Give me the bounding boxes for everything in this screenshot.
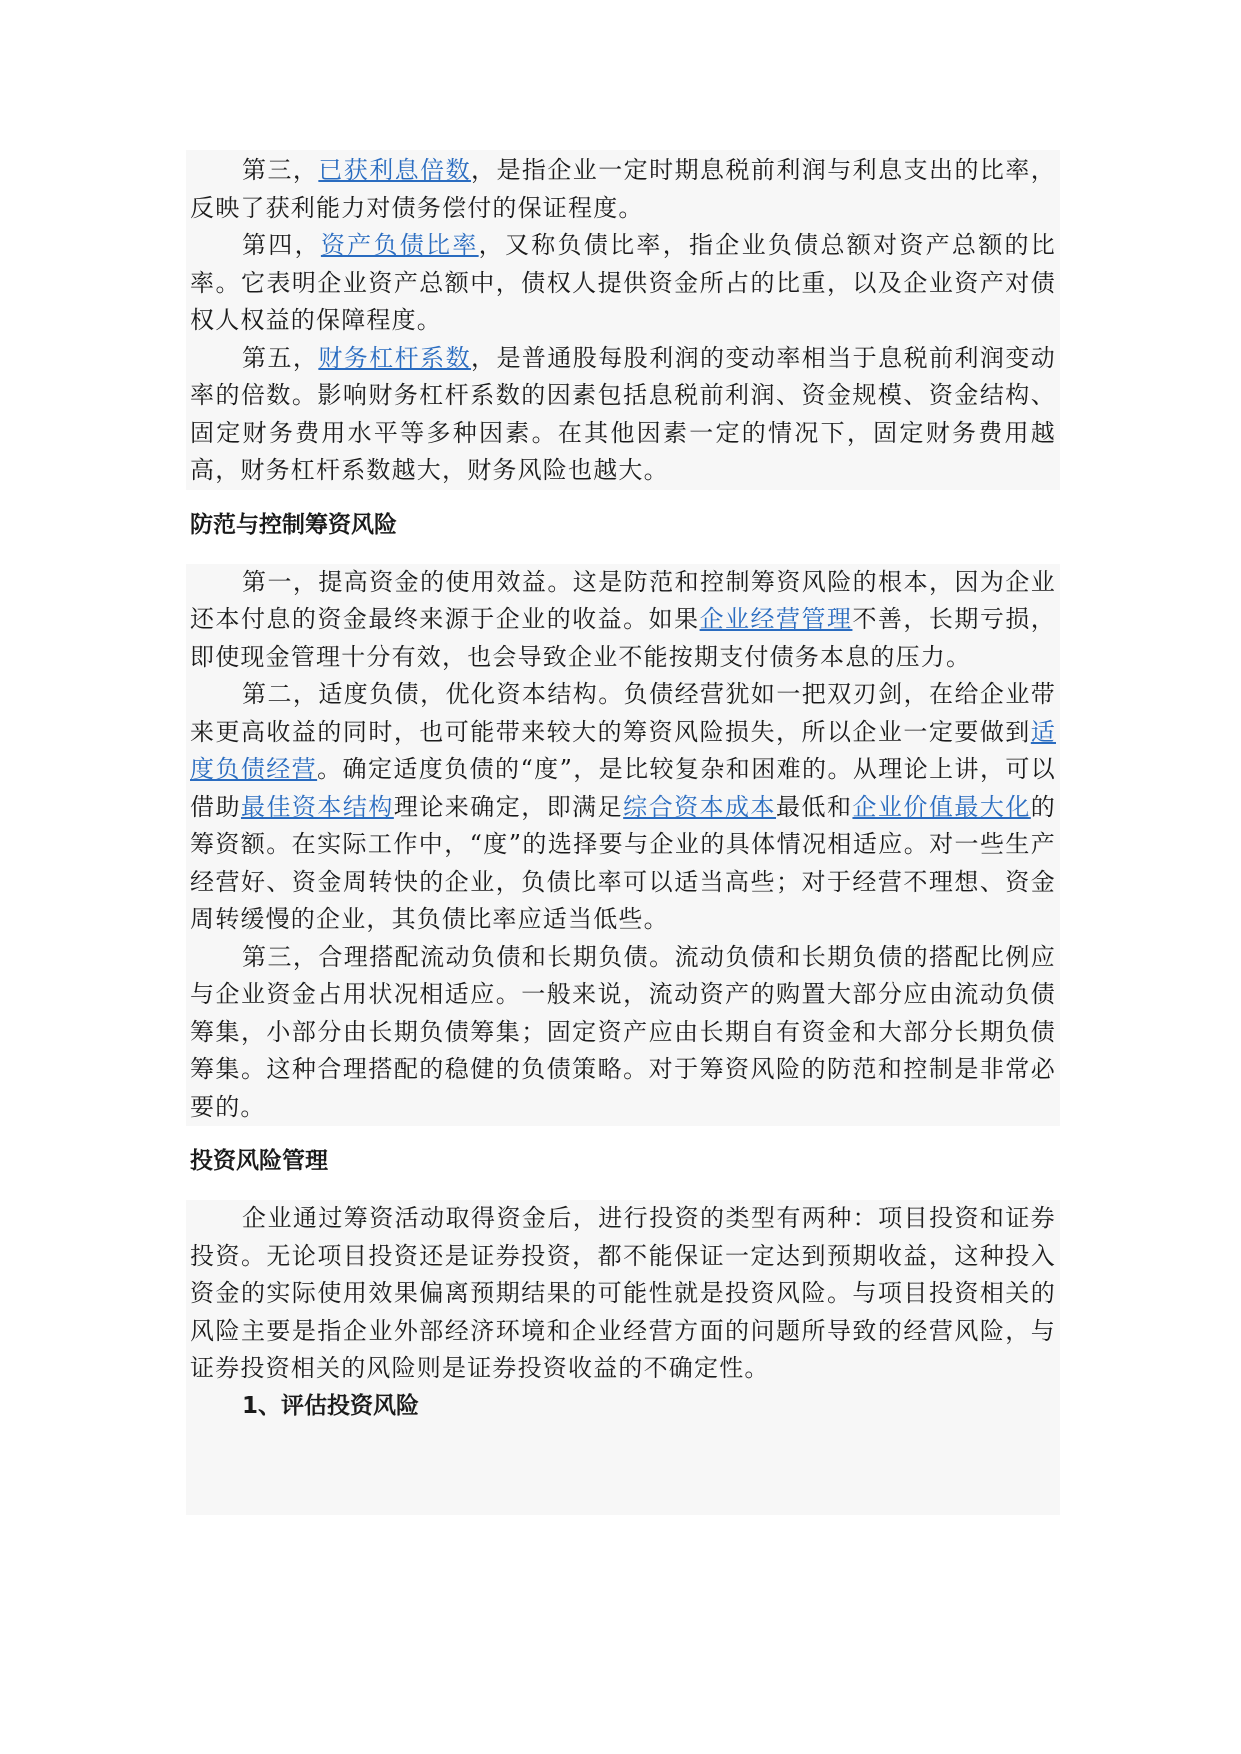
link-financial-leverage[interactable]: 财务杠杆系数 bbox=[318, 343, 472, 372]
paragraph-investment-types: 企业通过筹资活动取得资金后，进行投资的类型有两种：项目投资和证券投资。无论项目投资还是证券投资，都不能保证一定达到预期收益，这种投入资金的实际使用效果偏离预期结果的可能性就是投资风险。与项目投资相关的风险主要是指企业外部经济环境和企业经营方面的问题所导致的经营风险，与证券投资相关的风险则是证券投资收益的不确定性。 bbox=[190, 1204, 1056, 1382]
paragraph-text: ，是普通股每股利润的变动率相当于息税前利润变动率的倍数。影响财务杠杆系数的因素包括息税前利润、资金规模、资金结构、固定财务费用水平等多种因素。在其他因素一定的情况下，固定财务费用越高，财务杠杆系数越大，财务风险也越大。 bbox=[190, 343, 1056, 484]
paragraph-text: 第一，提高资金的使用效益。这是防范和控制筹资风险的根本，因为企业还本付息的资金最终来源于企业的收益。如果 bbox=[190, 567, 1056, 633]
paragraph-text: 的筹资额。在实际工作中，“度”的选择要与企业的具体情况相适应。对一些生产经营好、资金周转快的企业，负债比率可以适当高些；对于经营不理想、资金周转缓慢的企业，其负债比率应适当低些。 bbox=[190, 792, 1056, 933]
paragraph-financial-leverage bbox=[190, 340, 1056, 490]
article-body bbox=[186, 150, 1060, 1515]
paragraph-text: 第四， bbox=[242, 231, 321, 259]
subheading-assess-investment-risk: 1、评估投资风险 bbox=[242, 1392, 420, 1419]
link-weighted-cost-of-capital[interactable]: 综合资本成本 bbox=[623, 792, 777, 821]
paragraph-text: 第五， bbox=[242, 343, 319, 372]
paragraph-moderate-debt bbox=[190, 676, 1056, 939]
link-business-management[interactable]: 企业经营管理 bbox=[699, 605, 853, 633]
paragraph-text: ，又称负债比率，指企业负债总额对资产总额的比率。它表明企业资产总额中，债权人提供资金所占的比重，以及企业资产对债权人权益的保障程度。 bbox=[190, 231, 1057, 334]
paragraph-text: 不善，长期亏损，即使现金管理十分有效，也会导致企业不能按期支付债务本息的压力。 bbox=[190, 605, 1057, 671]
link-moderate-debt-operation[interactable]: 适度负债经营 bbox=[190, 717, 1056, 783]
link-interest-coverage[interactable]: 已获利息倍数 bbox=[318, 156, 472, 184]
paragraph-text: ，是指企业一定时期息税前利润与利息支出的比率，反映了获利能力对债务偿付的保证程度。 bbox=[190, 156, 1056, 222]
paragraph-interest-coverage bbox=[190, 152, 1056, 227]
paragraph-text: 。确定适度负债的“度”，是比较复杂和困难的。从理论上讲，可以借助 bbox=[190, 755, 1057, 821]
link-firm-value-maximization[interactable]: 企业价值最大化 bbox=[852, 792, 1031, 821]
paragraph-text: 第三， bbox=[242, 156, 319, 184]
section-heading-financing-risk: 防范与控制筹资风险 bbox=[186, 490, 1060, 564]
paragraph-text: 第二，适度负债，优化资本结构。负债经营犹如一把双刃剑，在给企业带来更高收益的同时，也可能带来较大的筹资风险损失，所以企业一定要做到 bbox=[190, 680, 1056, 746]
section-heading-investment-risk: 投资风险管理 bbox=[186, 1126, 1060, 1200]
paragraph-debt-matching: 第三，合理搭配流动负债和长期负债。流动负债和长期负债的搭配比例应与企业资金占用状况相适应。一般来说，流动资产的购置大部分应由流动负债筹集，小部分由长期负债筹集；固定资产应由长期自有资金和大部分长期负债筹集。这种合理搭配的稳健的负债策略。对于筹资风险的防范和控制是非常必要的。 bbox=[190, 942, 1056, 1121]
link-optimal-capital-structure[interactable]: 最佳资本结构 bbox=[240, 792, 394, 821]
link-debt-ratio[interactable]: 资产负债比率 bbox=[320, 231, 479, 259]
paragraph-text: 最低和 bbox=[776, 792, 853, 821]
paragraph-capital-efficiency bbox=[190, 564, 1056, 677]
paragraph-text: 理论来确定，即满足 bbox=[393, 792, 624, 821]
paragraph-debt-ratio bbox=[190, 227, 1056, 340]
